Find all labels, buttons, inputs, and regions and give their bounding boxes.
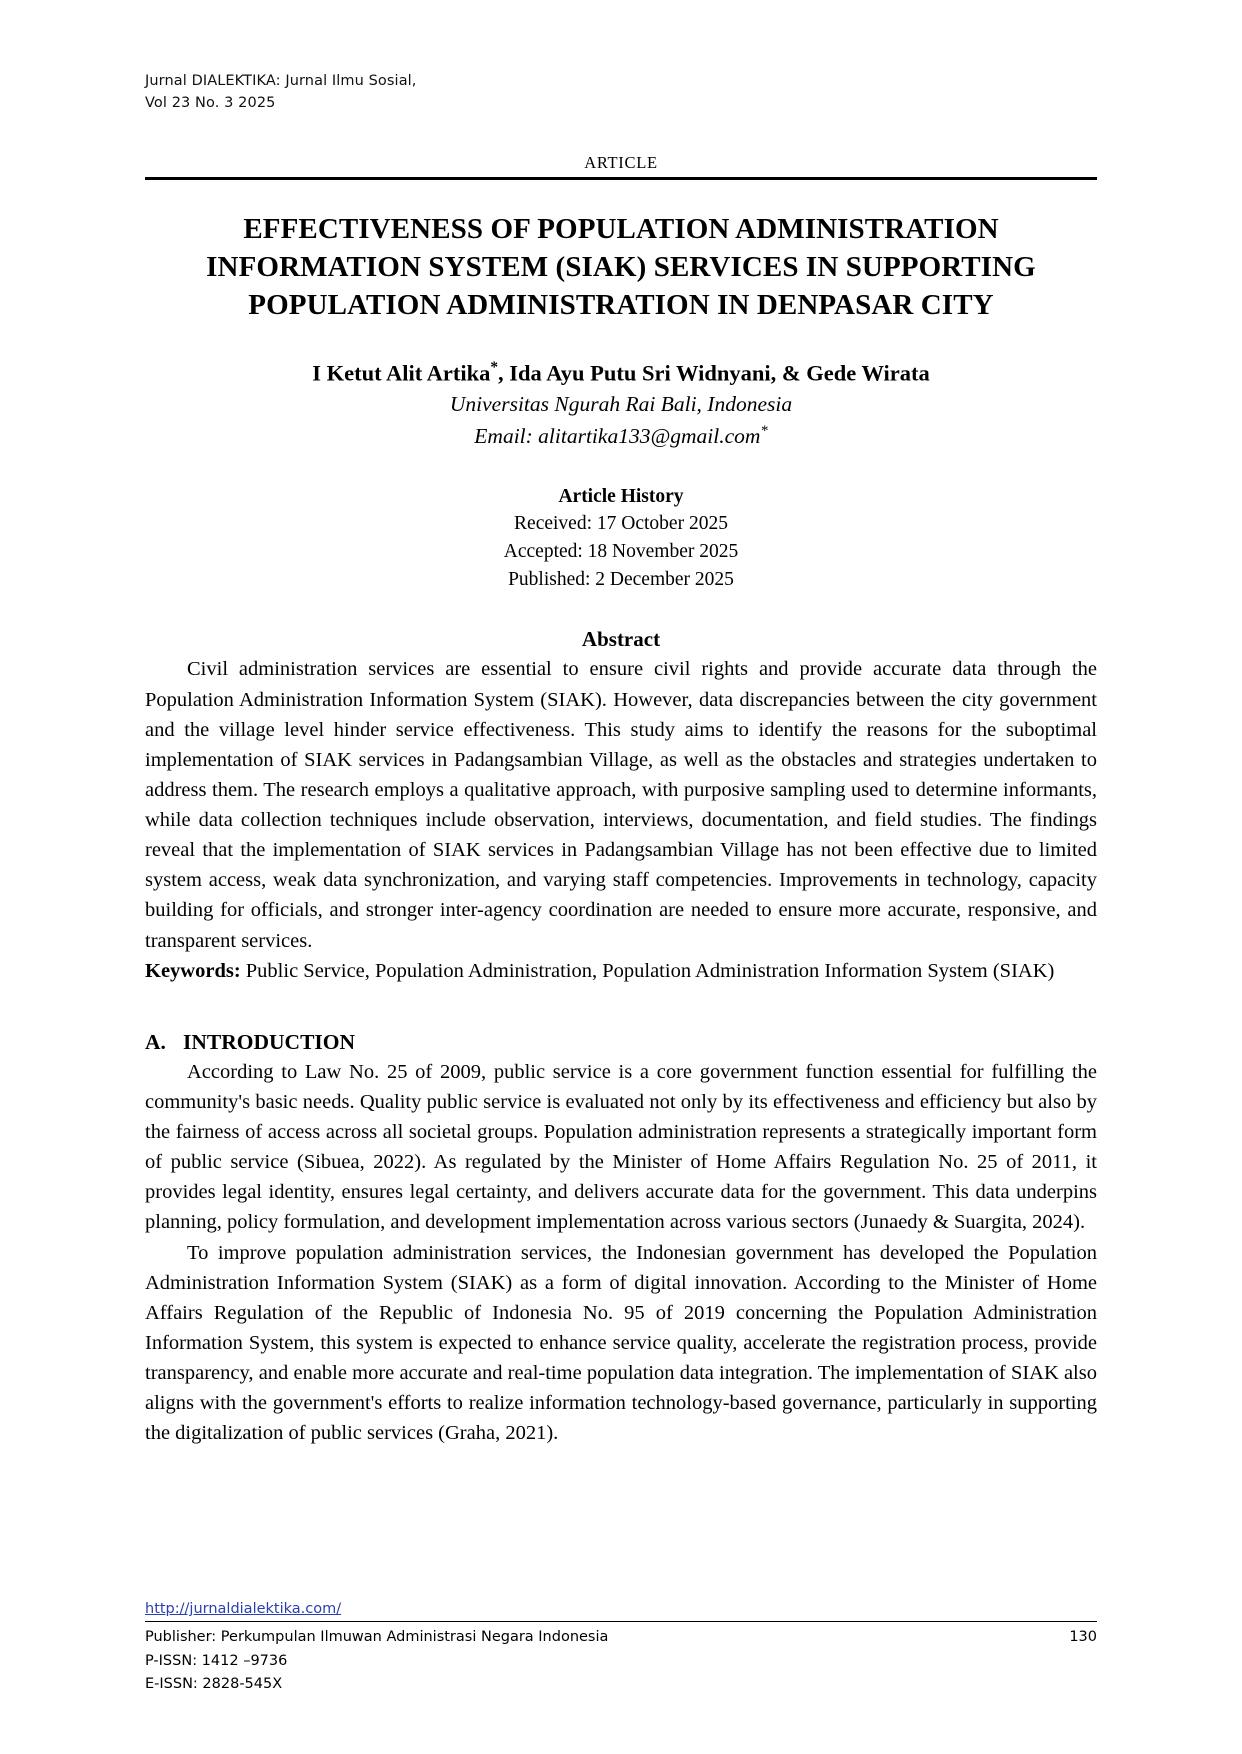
journal-url-link[interactable]: http://jurnaldialektika.com/ — [145, 1601, 342, 1618]
keywords-line — [145, 956, 1097, 986]
article-type-label: ARTICLE — [584, 152, 658, 172]
article-accepted-date: Accepted: 18 November 2025 — [503, 541, 739, 563]
publisher-text: Publisher: Perkumpulan Ilmuwan Administrasi Negara Indonesia — [145, 1629, 609, 1646]
email-marker: * — [760, 423, 768, 440]
corresponding-email — [145, 421, 1097, 452]
section-heading-introduction — [145, 1030, 1097, 1055]
footer-divider — [145, 1621, 1097, 1622]
page-footer — [145, 1598, 1097, 1696]
author-names-prefix: I Ketut Alit Artika — [312, 360, 491, 386]
article-received-date: Received: 17 October 2025 — [514, 513, 728, 535]
email-text: Email: alitartika133@gmail.com — [474, 424, 761, 449]
author-names-suffix: , Ida Ayu Putu Sri Widnyani, & Gede Wirata — [498, 360, 930, 386]
page-number: 130 — [1069, 1629, 1097, 1646]
affiliation: Universitas Ngurah Rai Bali, Indonesia — [449, 392, 793, 417]
journal-volume-line: Vol 23 No. 3 2025 — [145, 95, 276, 112]
section-title: INTRODUCTION — [183, 1029, 356, 1054]
paragraph: According to Law No. 25 of 2009, public service is a core government function essential for fulfilling the community's basic needs. Quality public service is evaluated not only by its effectiveness and efficiency but also by the fairness of access across all societal groups. Population administration represents a strategically important form of public service (Sibuea, 2022). As regulated by the Minister of Home Affairs Regulation No. 25 of 2011, it provides legal identity, ensures legal certainty, and delivers accurate data for the government. This data underpins planning, policy formulation, and development implementation across various sectors (Junaedy & Suargita, 2024). — [145, 1060, 1097, 1234]
article-history — [145, 483, 1097, 594]
keywords-label: Keywords: — [145, 959, 241, 982]
corresponding-author-marker: * — [490, 358, 498, 376]
running-head — [145, 70, 1097, 115]
article-history-heading: Article History — [558, 485, 684, 507]
paragraph: To improve population administration services, the Indonesian government has developed the Population Administration Information System (SIAK) as a form of digital innovation. According to the Minister of Home Affairs Regulation of the Republic of Indonesia No. 95 of 2019 concerning the Population Administration Information System, this system is expected to enhance service quality, accelerate the registration process, provide transparency, and enable more accurate and real-time population data integration. The implementation of SIAK also aligns with the government's efforts to realize information technology-based governance, particularly in supporting the digitalization of public services (Graha, 2021). — [145, 1241, 1097, 1445]
article-published-date: Published: 2 December 2025 — [508, 568, 734, 590]
abstract-text: Civil administration services are essential to ensure civil rights and provide accurate data through the Population Administration Information System (SIAK). However, data discrepancies between the city government and the village level hinder service effectiveness. This study aims to identify the reasons for the suboptimal implementation of SIAK services in Padangsambian Village, as well as the obstacles and strategies undertaken to address them. The research employs a qualitative approach, with purposive sampling used to determine informants, while data collection techniques include observation, interviews, documentation, and field studies. The findings reveal that the implementation of SIAK services in Padangsambian Village has not been effective due to limited system access, weak data synchronization, and varying staff competencies. Improvements in technology, capacity building for officials, and stronger inter-agency coordination are needed to ensure more accurate, responsive, and transparent services. — [145, 658, 1097, 952]
p-issn: P-ISSN: 1412 –9736 — [145, 1652, 288, 1669]
abstract-heading: Abstract — [581, 627, 661, 652]
e-issn: E-ISSN: 2828-545X — [145, 1675, 283, 1692]
page-title: EFFECTIVENESS OF POPULATION ADMINISTRATION INFORMATION SYSTEM (SIAK) SERVICES IN SUPPORTING POPULATION ADMINISTRATION IN DENPASAR CITY — [206, 212, 1036, 322]
author-list — [145, 359, 1097, 387]
keywords-text: Public Service, Population Administration, Population Administration Information System (SIAK) — [245, 959, 1055, 982]
header-divider — [145, 177, 1097, 180]
journal-name-line: Jurnal DIALEKTIKA: Jurnal Ilmu Sosial, — [145, 73, 417, 89]
section-letter: A. — [145, 1029, 166, 1054]
